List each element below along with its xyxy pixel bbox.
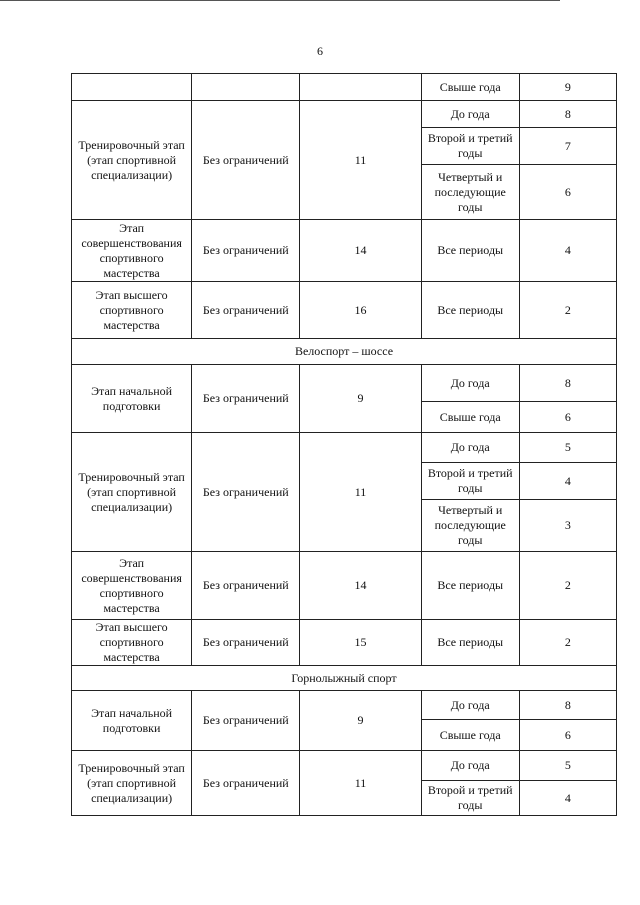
table-cell: До года — [421, 365, 519, 402]
table-cell: 11 — [300, 751, 421, 816]
table-cell: Без ограничений — [192, 282, 300, 339]
section-header-cell: Велоспорт – шоссе — [72, 339, 617, 365]
table-cell: Четвертый и последующие годы — [421, 165, 519, 220]
table-cell: Свыше года — [421, 720, 519, 751]
table-cell: Этап высшего спортивного мастерства — [72, 282, 192, 339]
table-cell: Второй и третий годы — [421, 781, 519, 816]
table-cell: 5 — [519, 751, 616, 781]
table-cell: Четвертый и последующие годы — [421, 500, 519, 552]
section-header-cell: Горнолыжный спорт — [72, 666, 617, 691]
table-cell: Этап совершенствования спортивного мастерства — [72, 220, 192, 282]
page-number: 6 — [317, 44, 323, 58]
table-cell: 4 — [519, 463, 616, 500]
table-cell: 8 — [519, 691, 616, 720]
table-cell: Без ограничений — [192, 101, 300, 220]
table-cell — [192, 74, 300, 101]
table-cell: 5 — [519, 433, 616, 463]
table-cell — [300, 74, 421, 101]
table-row — [72, 552, 617, 620]
table-cell: Второй и третий годы — [421, 463, 519, 500]
table-body — [72, 74, 617, 816]
table-cell: До года — [421, 101, 519, 128]
table-cell: 11 — [300, 433, 421, 552]
table-cell: 2 — [519, 552, 616, 620]
table-cell: Все периоды — [421, 220, 519, 282]
table-row — [72, 666, 617, 691]
table-cell: 6 — [519, 402, 616, 433]
table-row — [72, 220, 617, 282]
table-cell: 9 — [300, 365, 421, 433]
table-cell: Второй и третий годы — [421, 128, 519, 165]
table-cell: 7 — [519, 128, 616, 165]
table-cell: Тренировочный этап (этап спортивной специализации) — [72, 101, 192, 220]
table-cell: 2 — [519, 620, 616, 666]
table-row — [72, 282, 617, 339]
table-cell: Без ограничений — [192, 691, 300, 751]
table-row — [72, 751, 617, 781]
training-periods-table — [71, 73, 617, 816]
table-cell: 16 — [300, 282, 421, 339]
table-cell: 2 — [519, 282, 616, 339]
table-cell: Тренировочный этап (этап спортивной специализации) — [72, 433, 192, 552]
table-cell: До года — [421, 691, 519, 720]
table-cell: 15 — [300, 620, 421, 666]
table-cell: Без ограничений — [192, 620, 300, 666]
table-row — [72, 433, 617, 463]
table-cell: Без ограничений — [192, 220, 300, 282]
table-cell: Без ограничений — [192, 751, 300, 816]
table-cell: Без ограничений — [192, 365, 300, 433]
table-cell: 4 — [519, 220, 616, 282]
table-cell: 14 — [300, 220, 421, 282]
table-row — [72, 74, 617, 101]
table-cell: Без ограничений — [192, 552, 300, 620]
table-cell: Свыше года — [421, 74, 519, 101]
table-row — [72, 365, 617, 402]
table-cell: 9 — [300, 691, 421, 751]
table-cell: 6 — [519, 720, 616, 751]
table-cell — [72, 74, 192, 101]
table-cell: Все периоды — [421, 282, 519, 339]
table-cell: До года — [421, 751, 519, 781]
table-cell: 14 — [300, 552, 421, 620]
table-row — [72, 691, 617, 720]
table-cell: 9 — [519, 74, 616, 101]
table-cell: 3 — [519, 500, 616, 552]
table-cell: Без ограничений — [192, 433, 300, 552]
table-cell: Тренировочный этап (этап спортивной специализации) — [72, 751, 192, 816]
table-cell: 11 — [300, 101, 421, 220]
table-cell: Этап начальной подготовки — [72, 365, 192, 433]
table-cell: Этап высшего спортивного мастерства — [72, 620, 192, 666]
table-cell: 8 — [519, 365, 616, 402]
top-border-line — [0, 0, 560, 1]
table-cell: Этап начальной подготовки — [72, 691, 192, 751]
table-row — [72, 101, 617, 128]
table-cell: До года — [421, 433, 519, 463]
table-cell: 8 — [519, 101, 616, 128]
table-cell: Этап совершенствования спортивного мастерства — [72, 552, 192, 620]
table-row — [72, 620, 617, 666]
table-row — [72, 339, 617, 365]
table-cell: Все периоды — [421, 552, 519, 620]
table-cell: 4 — [519, 781, 616, 816]
table-cell: Все периоды — [421, 620, 519, 666]
table-cell: 6 — [519, 165, 616, 220]
table-cell: Свыше года — [421, 402, 519, 433]
